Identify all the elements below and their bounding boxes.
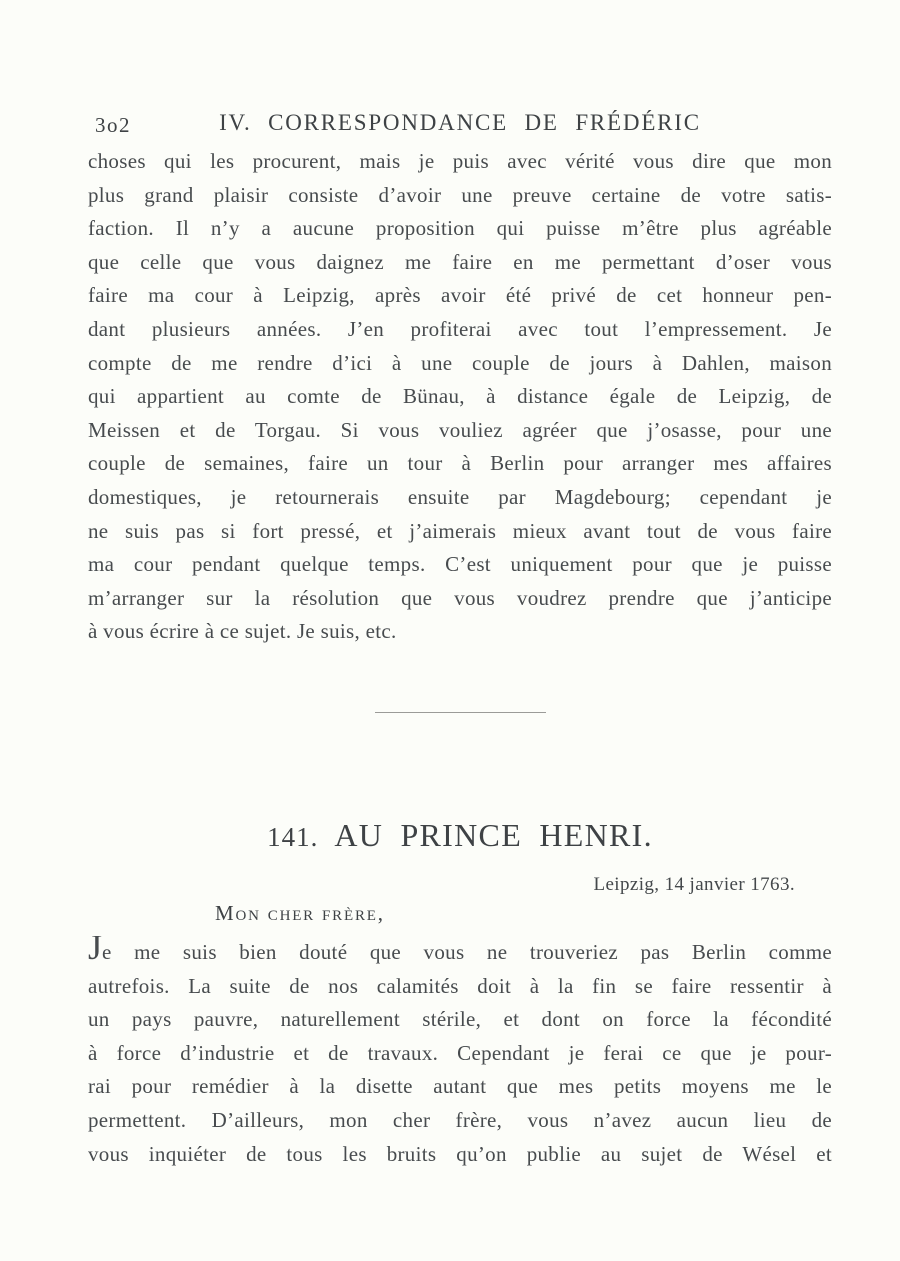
- text-line: que celle que vous daignez me faire en me permettant d’oser vous: [88, 249, 832, 274]
- text-line: faire ma cour à Leipzig, après avoir été privé de cet honneur pen-: [88, 283, 832, 308]
- running-header-title: IV. CORRESPONDANCE DE FRÉDÉRIC: [219, 110, 701, 135]
- first-line-text: e me suis bien douté que vous ne trouveriez pas Berlin comme: [102, 940, 832, 964]
- text-line: m’arranger sur la résolution que vous voudrez prendre que j’anticipe: [88, 585, 832, 610]
- text-line: choses qui les procurent, mais je puis avec vérité vous dire que mon: [88, 149, 832, 173]
- text-line: couple de semaines, faire un tour à Berlin pour arranger mes affaires: [88, 451, 832, 476]
- text-line: compte de me rendre d’ici à une couple de jours à Dahlen, maison: [88, 350, 832, 375]
- letter-salutation: Mon cher frère,: [215, 901, 385, 925]
- letter-title: AU PRINCE HENRI.: [334, 817, 653, 853]
- text-line: un pays pauvre, naturellement stérile, et dont on force la fécondité: [88, 1007, 832, 1032]
- letter-body: [88, 936, 832, 1171]
- text-line: dant plusieurs années. J’en profiterai avec tout l’empressement. Je: [88, 316, 832, 341]
- letter-dateline: Leipzig, 14 janvier 1763.: [593, 874, 795, 895]
- letter-heading: [88, 817, 832, 854]
- section-divider-rule: [375, 712, 546, 713]
- text-line: qui appartient au comte de Bünau, à distance égale de Leipzig, de: [88, 384, 832, 409]
- text-line: ma cour pendant quelque temps. C’est uniquement pour que je puisse: [88, 552, 832, 577]
- text-line: permettent. D’ailleurs, mon cher frère, vous n’avez aucun lieu de: [88, 1107, 832, 1132]
- text-line: autrefois. La suite de nos calamités doit à la fin se faire ressentir à: [88, 973, 832, 998]
- text-line: domestiques, je retournerais ensuite par Magdebourg; cependant je: [88, 484, 832, 509]
- text-line: rai pour remédier à la disette autant que mes petits moyens me le: [88, 1074, 832, 1099]
- text-line: Meissen et de Torgau. Si vous vouliez agréer que j’osasse, pour une: [88, 417, 832, 442]
- drop-cap-initial: J: [88, 936, 103, 967]
- text-line: faction. Il n’y a aucune proposition qui puisse m’être plus agréable: [88, 216, 832, 241]
- running-header: [88, 110, 832, 140]
- text-line: ne suis pas si fort pressé, et j’aimerais mieux avant tout de vous faire: [88, 518, 832, 543]
- text-line: à vous écrire à ce sujet. Je suis, etc.: [88, 619, 397, 644]
- text-line: à force d’industrie et de travaux. Cependant je ferai ce que je pour-: [88, 1040, 832, 1065]
- text-line: [88, 936, 832, 970]
- letter-number: 141.: [267, 822, 319, 852]
- text-line: vous inquiéter de tous les bruits qu’on publie au sujet de Wésel et: [88, 1141, 832, 1166]
- text-line: plus grand plaisir consiste d’avoir une preuve certaine de votre satis-: [88, 182, 832, 207]
- previous-letter-continuation: [88, 145, 832, 649]
- page-number: 3o2: [95, 113, 131, 137]
